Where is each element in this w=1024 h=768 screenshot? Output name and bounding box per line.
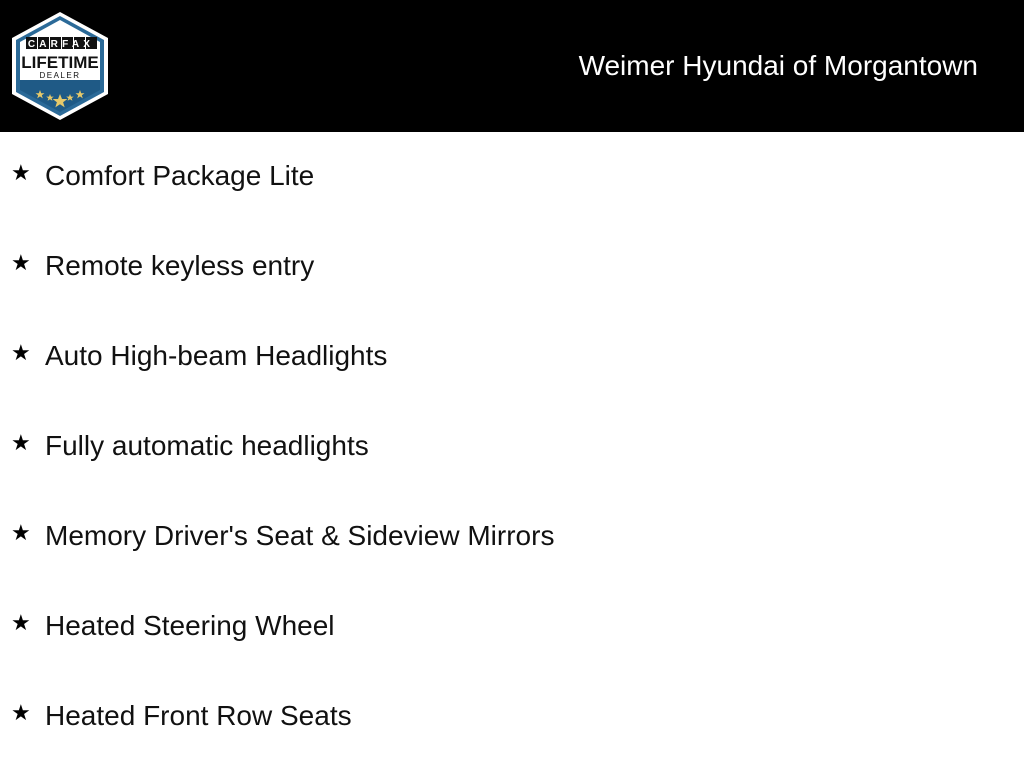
logo-brand-text: CARFAX (27, 39, 95, 50)
list-item (0, 312, 1024, 402)
carfax-lifetime-dealer-logo (9, 10, 111, 122)
feature-label: Remote keyless entry (45, 250, 315, 281)
list-item (0, 672, 1024, 762)
star-icon: ★ (11, 250, 31, 275)
page-header (0, 0, 1024, 132)
star-icon: ★ (11, 430, 31, 455)
feature-label: Comfort Package Lite (45, 160, 315, 191)
star-icon: ★ (11, 520, 31, 545)
list-item (0, 582, 1024, 672)
star-icon: ★ (11, 700, 31, 725)
feature-list (0, 132, 1024, 762)
feature-label: Heated Steering Wheel (45, 610, 335, 641)
list-item (0, 222, 1024, 312)
feature-label: Heated Front Row Seats (45, 700, 352, 731)
logo-line2-text: DEALER (39, 71, 81, 80)
feature-label: Fully automatic headlights (45, 430, 369, 461)
list-item (0, 132, 1024, 222)
list-item (0, 402, 1024, 492)
list-item (0, 492, 1024, 582)
feature-label: Auto High-beam Headlights (45, 340, 388, 371)
dealer-name: Weimer Hyundai of Morgantown (578, 50, 978, 81)
feature-label: Memory Driver's Seat & Sideview Mirrors (45, 520, 555, 551)
star-icon: ★ (11, 160, 31, 185)
star-icon: ★ (11, 340, 31, 365)
logo-line1-text: LIFETIME (21, 53, 99, 72)
star-icon: ★ (11, 610, 31, 635)
